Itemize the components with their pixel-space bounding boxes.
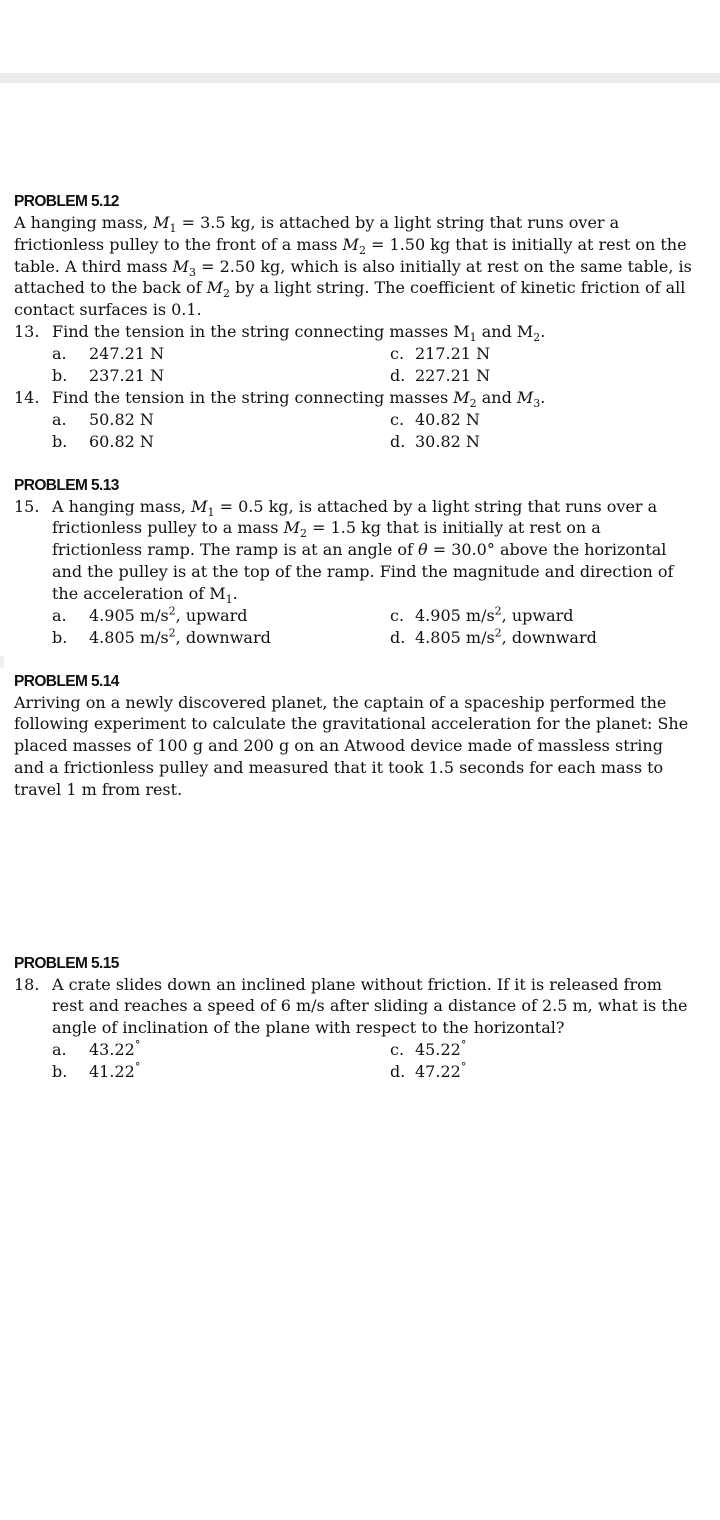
option-d: d. 30.82 N bbox=[390, 431, 480, 451]
left-edge-mark bbox=[0, 656, 4, 668]
option-b: b. 41.22° bbox=[52, 1060, 141, 1081]
option-c: c. 4.905 $m/s^2$, upward bbox=[390, 604, 574, 625]
option-a: a. 247.21 N bbox=[52, 343, 165, 363]
question-13-options bbox=[14, 343, 694, 387]
problem-5-13-heading: PROBLEM 5.13 bbox=[14, 476, 119, 494]
question-18 bbox=[14, 974, 694, 1039]
question-18-options bbox=[14, 1039, 694, 1083]
option-d: d. 227.21 N bbox=[390, 365, 491, 385]
question-number: 15. bbox=[14, 496, 40, 516]
option-c: c. 45.22° bbox=[390, 1038, 467, 1059]
question-14 bbox=[14, 387, 694, 409]
option-b: b. 60.82 N bbox=[52, 431, 154, 451]
option-a: a. 50.82 N bbox=[52, 409, 154, 429]
problem-5-15-heading: PROBLEM 5.15 bbox=[14, 954, 119, 972]
question-text: Find the tension in the string connecting masses $M_1$ and $M_2$. bbox=[52, 321, 546, 345]
question-15-options bbox=[14, 605, 694, 649]
problem-5-14-text: Arriving on a newly discovered planet, the captain of a spaceship performed the following experiment to calculate the gravitational acceleration for the planet: She placed masses of 100 g and 200 g on an Atwood device made of massless string and a frictionless pulley and measured that it took 1.5 seconds for each mass to travel 1 m from rest. bbox=[14, 692, 689, 799]
option-b: b. 237.21 N bbox=[52, 365, 165, 385]
question-13 bbox=[14, 321, 694, 343]
option-c: c. 217.21 N bbox=[390, 343, 491, 363]
top-gray-bar bbox=[0, 73, 720, 83]
option-a: a. 43.22° bbox=[52, 1038, 141, 1059]
option-d: d. 47.22° bbox=[390, 1060, 467, 1081]
question-text: A crate slides down an inclined plane without friction. If it is released from rest and reaches a speed of 6 m/s after sliding a distance of 2.5 m, what is the angle of inclination of the plane with respect to the horizontal? bbox=[52, 974, 688, 1038]
question-text: A hanging mass, $M_1 = 0.5$ kg, is attached by a light string that runs over a frictionless pulley to a mass $M_2 = 1.5$ kg that is initially at rest on a frictionless ramp. The ramp is at an angle of θ = 30.0° above the horizontal and the pulley is at the top of the ramp. Find the magnitude and direction of the acceleration of $M_1$. bbox=[52, 496, 674, 606]
question-15 bbox=[14, 496, 694, 605]
problem-5-12-intro: A hanging mass, $M_1 = 3.5$ kg, is attached by a light string that runs over a frictionless pulley to the front of a mass $M_2 = 1.50$ kg that is initially at rest on the table. A third mass $M_3 = 2.50$ kg, which is also initially at rest on the same table, is attached to the back of $M_2$ by a light string. The coefficient of kinetic friction of all contact surfaces is 0.1. bbox=[14, 213, 692, 320]
problem-5-12-heading: PROBLEM 5.12 bbox=[14, 193, 119, 210]
option-b: b. 4.805 $m/s^2$, downward bbox=[52, 626, 271, 647]
document-page bbox=[14, 191, 694, 1083]
question-number: 14. bbox=[14, 387, 40, 407]
question-number: 13. bbox=[14, 321, 40, 341]
question-text: Find the tension in the string connecting masses $M_2$ and $M_3$. bbox=[52, 387, 546, 410]
option-d: d. 4.805 $m/s^2$, downward bbox=[390, 626, 597, 647]
option-a: a. 4.905 $m/s^2$, upward bbox=[52, 604, 248, 625]
question-number: 18. bbox=[14, 974, 40, 994]
option-c: c. 40.82 N bbox=[390, 409, 480, 429]
problem-5-14-heading: PROBLEM 5.14 bbox=[14, 672, 119, 690]
question-14-options bbox=[14, 409, 694, 453]
